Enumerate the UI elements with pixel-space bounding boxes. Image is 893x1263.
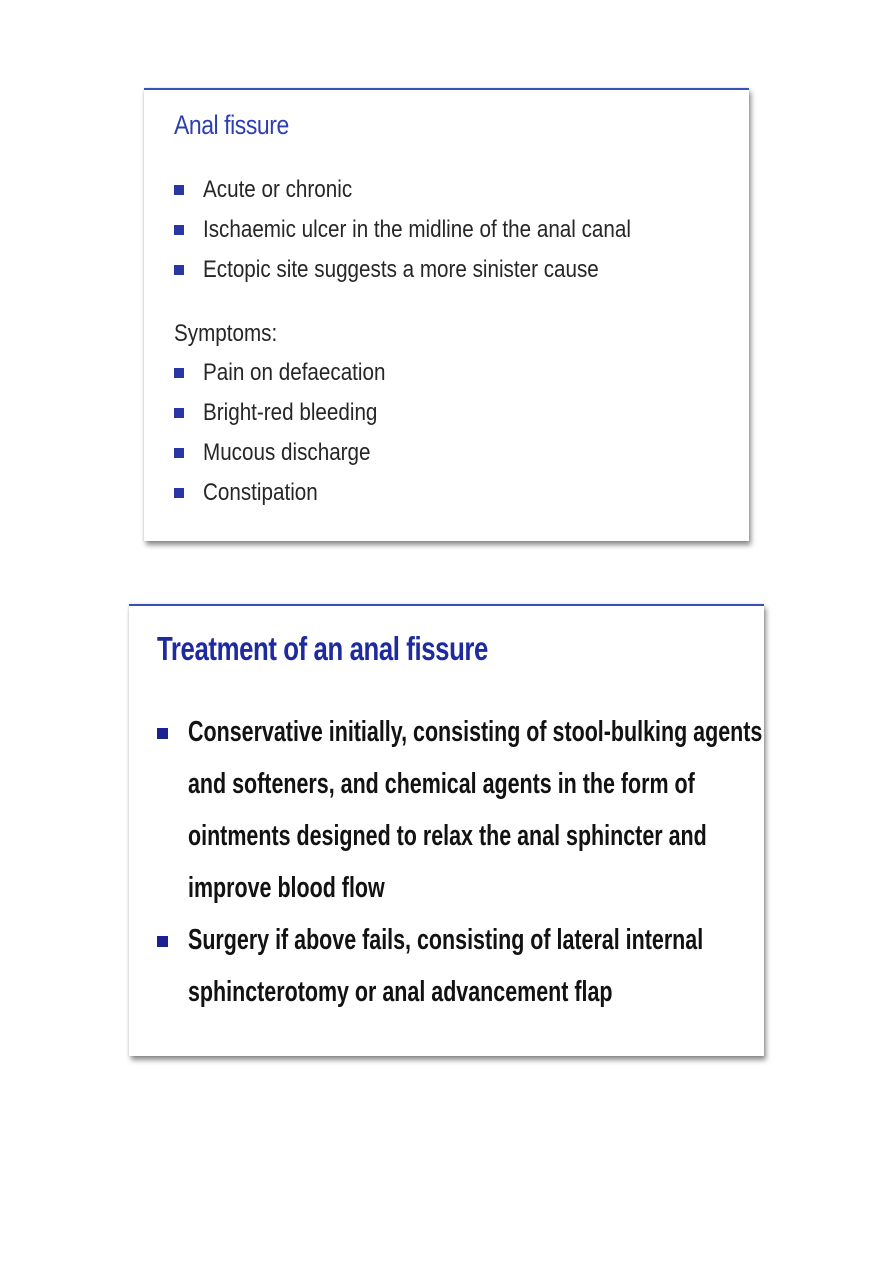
symptoms-heading: Symptoms: — [174, 320, 278, 347]
list-item: Acute or chronic — [174, 170, 701, 210]
list-item: Ectopic site suggests a more sinister cause — [174, 250, 701, 290]
square-bullet-icon — [174, 408, 184, 418]
list-item: Ischaemic ulcer in the midline of the anal canal — [174, 210, 701, 250]
square-bullet-icon — [174, 265, 184, 275]
list-item: Pain on defaecation — [174, 353, 415, 393]
list-item: Surgery if above fails, consisting of lateral internal sphincterotomy or anal advancement flap — [157, 914, 717, 1018]
treatment-list — [157, 706, 763, 1018]
treatment-slide — [129, 604, 764, 1056]
intro-list — [174, 170, 701, 290]
square-bullet-icon — [157, 936, 168, 947]
anal-fissure-slide — [144, 88, 749, 541]
slide-title: Anal fissure — [174, 110, 289, 140]
slide-title: Treatment of an anal fissure — [157, 630, 488, 667]
square-bullet-icon — [157, 728, 168, 739]
square-bullet-icon — [174, 225, 184, 235]
square-bullet-icon — [174, 368, 184, 378]
list-item: Conservative initially, consisting of stool-bulking agents and softeners, and chemical agents in the form of ointments designed to relax the anal sphincter and improve blood flow — [157, 706, 717, 914]
square-bullet-icon — [174, 448, 184, 458]
list-item: Bright-red bleeding — [174, 393, 415, 433]
list-item: Constipation — [174, 473, 415, 513]
square-bullet-icon — [174, 185, 184, 195]
symptoms-list — [174, 353, 415, 513]
square-bullet-icon — [174, 488, 184, 498]
list-item: Mucous discharge — [174, 433, 415, 473]
